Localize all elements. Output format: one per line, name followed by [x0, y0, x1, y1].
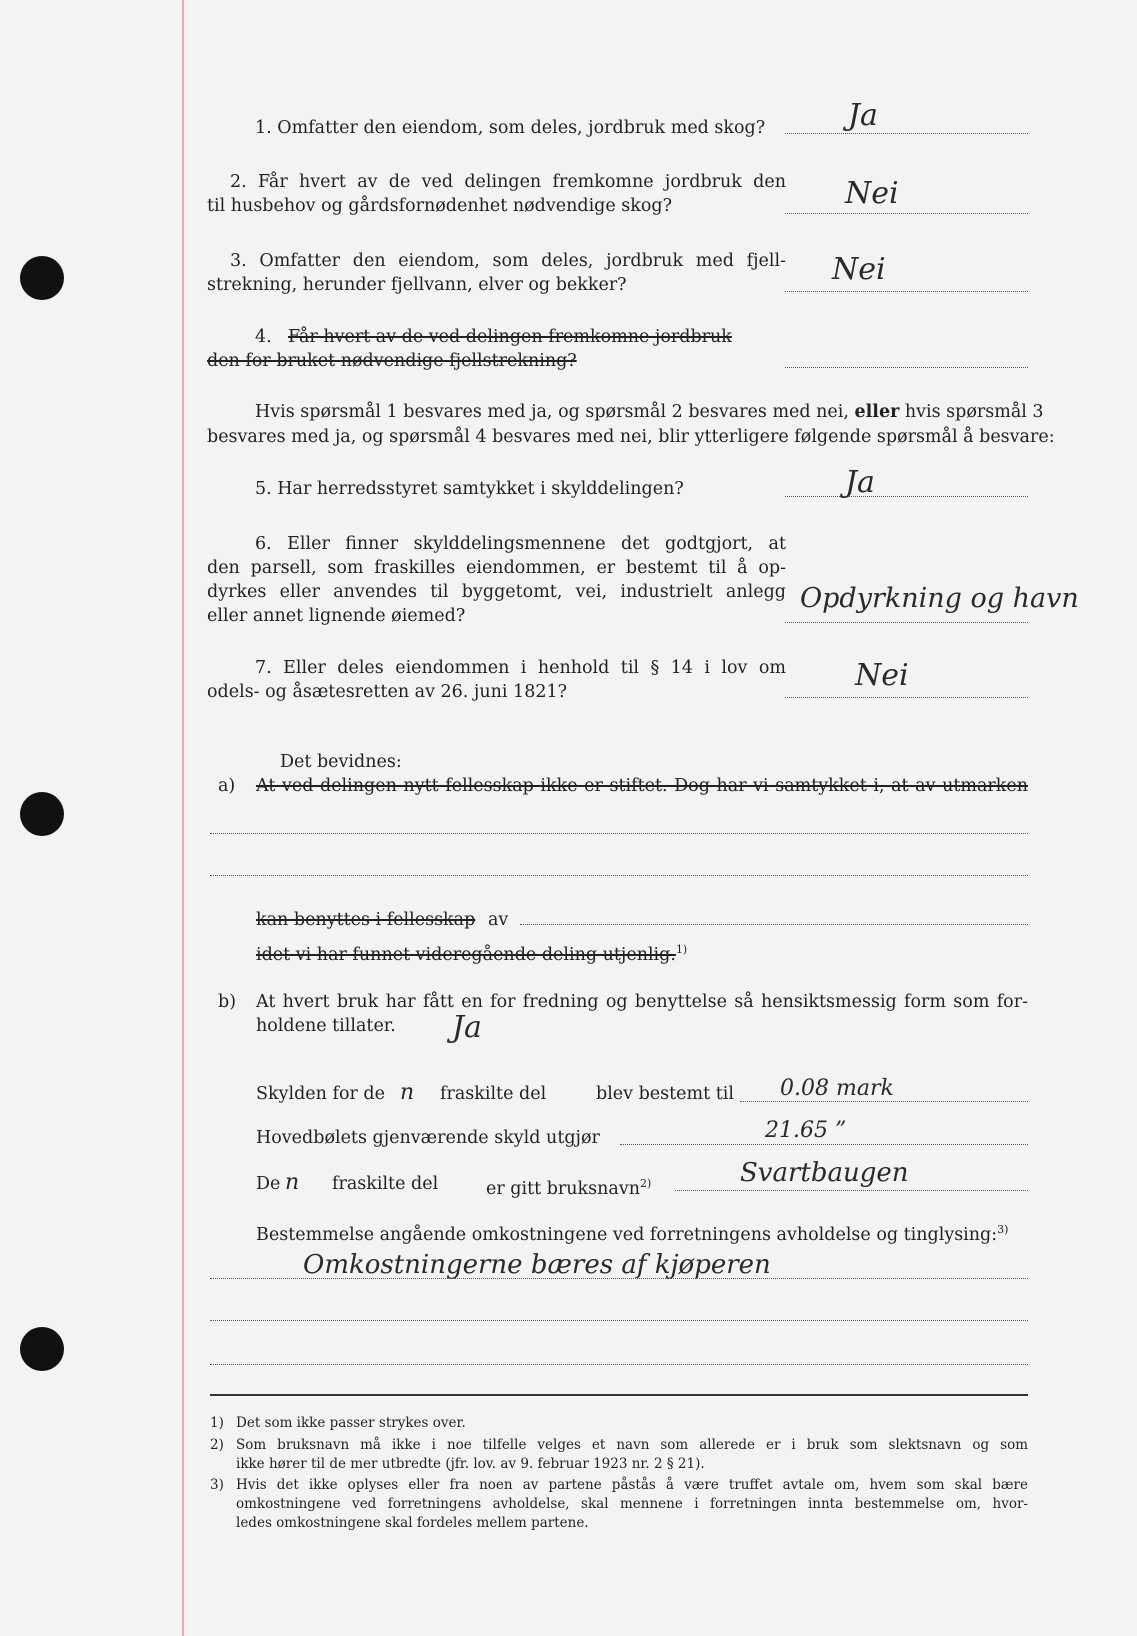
question-3-line2: strekning, herunder fjellvann, elver og bekker? [207, 275, 627, 295]
intro-line1: Hvis spørsmål 1 besvares med ja, og spørsmål 2 besvares med nei, eller hvis spørsmål 3 [255, 402, 1044, 422]
attest-heading: Det bevidnes: [280, 752, 402, 772]
skyld-label-c: blev bestemt til [596, 1084, 734, 1104]
question-4-number: 4. [255, 327, 272, 347]
skyld-label-a: Skylden for de [256, 1084, 385, 1104]
den-value: Svartbaugen [740, 1158, 909, 1188]
question-2-line2: til husbehov og gårdsfornødenhet nødvendige skog? [207, 196, 672, 216]
question-2-line1: 2. Får hvert av de ved delingen fremkomne jordbruk den [230, 172, 786, 192]
answer-line-6 [785, 622, 1028, 623]
best-line-2 [210, 1320, 1028, 1321]
question-6-line1: 6. Eller finner skylddelingsmennene det godtgjort, at [255, 534, 786, 554]
best-line-3 [210, 1364, 1028, 1365]
attest-a-av-line [520, 924, 1028, 925]
best-label: Bestemmelse angående omkostningene ved forretningens avholdelse og tinglysing:$^{3)}$ [256, 1223, 1009, 1245]
den-label-c: er gitt bruksnavn$^{2)}$ [486, 1177, 652, 1199]
attest-a-av: av [488, 910, 509, 930]
footnote-1-line1: Det som ikke passer strykes over. [236, 1415, 466, 1431]
red-margin-line [182, 0, 184, 1636]
den-label-b: fraskilte del [332, 1174, 439, 1194]
answer-6: Opdyrkning og havn [800, 583, 1079, 614]
attest-a-line2 [210, 833, 1028, 834]
question-6-line3: dyrkes eller anvendes til byggetomt, vei, industrielt anlegg [207, 582, 786, 602]
question-4-line2: den for bruket nødvendige fjellstrekning? [207, 351, 577, 371]
attest-b-line1: At hvert bruk har fått en for fredning og benyttelse så hensiktsmessig form som for- [256, 992, 1028, 1012]
answer-line-4 [785, 367, 1028, 368]
attest-a-fellesskap: kan benyttes i fellesskap [256, 910, 476, 930]
footnote-3-line2: omkostningene ved forretningens avholdelse, skal mennene i forretningen innta bestemmelse om, hvor- [236, 1496, 1028, 1512]
footnote-2-mark: 2) [210, 1437, 224, 1453]
attest-b-label: b) [218, 992, 237, 1012]
attest-a-text: At ved delingen nytt fellesskap ikke er stiftet. Dog har vi samtykket i, at av utmarken [256, 776, 1028, 796]
attest-a-line3 [210, 875, 1028, 876]
attest-a-line4: idet vi har funnet videregående deling utjenlig.$^{1)}$ [256, 943, 688, 965]
answer-line-1 [785, 133, 1028, 134]
den-line [675, 1190, 1028, 1191]
question-3-line1: 3. Omfatter den eiendom, som deles, jordbruk med fjell- [230, 251, 786, 271]
answer-1: Ja [848, 98, 878, 133]
den-handwritten-n: n [285, 1170, 300, 1195]
answer-line-2 [785, 213, 1028, 214]
skyld-value: 0.08 mark [780, 1076, 894, 1101]
answer-line-7 [785, 697, 1028, 698]
skyld-line [740, 1101, 1028, 1102]
footnote-3-line3: ledes omkostningene skal fordeles mellem partene. [236, 1515, 589, 1531]
footnote-3-line1: Hvis det ikke oplyses eller fra noen av partene påstås å være truffet avtale om, hvem som skal bære [236, 1477, 1028, 1493]
footnote-3-mark: 3) [210, 1477, 224, 1493]
answer-5: Ja [845, 465, 875, 500]
punch-hole-icon [20, 1327, 64, 1371]
answer-line-3 [785, 291, 1028, 292]
den-label-a: De [256, 1174, 281, 1194]
punch-hole-icon [20, 256, 64, 300]
attest-b-answer: Ja [452, 1010, 482, 1045]
question-6-line4: eller annet lignende øiemed? [207, 606, 466, 626]
answer-2: Nei [845, 176, 899, 211]
punch-hole-icon [20, 792, 64, 836]
question-7-line2: odels- og åsætesretten av 26. juni 1821? [207, 682, 567, 702]
answer-7: Nei [855, 658, 909, 693]
attest-a-label: a) [218, 776, 236, 796]
answer-3: Nei [832, 252, 886, 287]
question-5: 5. Har herredsstyret samtykket i skylddelingen? [255, 479, 684, 499]
hoved-value: 21.65 ” [765, 1118, 847, 1143]
attest-b-line2: holdene tillater. [256, 1016, 396, 1036]
question-1: 1. Omfatter den eiendom, som deles, jordbruk med skog? [255, 118, 766, 138]
answer-line-5 [785, 496, 1028, 497]
footnote-2-line2: ikke hører til de mer utbredte (jfr. lov. av 9. februar 1923 nr. 2 § 21). [236, 1456, 705, 1472]
best-line-1 [210, 1278, 1028, 1279]
footnote-rule [210, 1394, 1028, 1396]
best-value: Omkostningerne bæres af kjøperen [303, 1250, 771, 1280]
question-4-line1: Får hvert av de ved delingen fremkomne jordbruk [288, 327, 732, 347]
hoved-label: Hovedbølets gjenværende skyld utgjør [256, 1128, 600, 1148]
hoved-line [620, 1144, 1028, 1145]
skyld-handwritten-n: n [400, 1080, 415, 1105]
question-7-line1: 7. Eller deles eiendommen i henhold til § 14 i lov om [255, 658, 786, 678]
intro-line2: besvares med ja, og spørsmål 4 besvares med nei, blir ytterligere følgende spørsmål å besvare: [207, 427, 1055, 447]
skyld-label-b: fraskilte del [440, 1084, 547, 1104]
question-6-line2: den parsell, som fraskilles eiendommen, er bestemt til å op- [207, 558, 786, 578]
footnote-2-line1: Som bruksnavn må ikke i noe tilfelle velges et navn som allerede er i bruk som slektsnavn og som [236, 1437, 1028, 1453]
footnote-1-mark: 1) [210, 1415, 224, 1431]
